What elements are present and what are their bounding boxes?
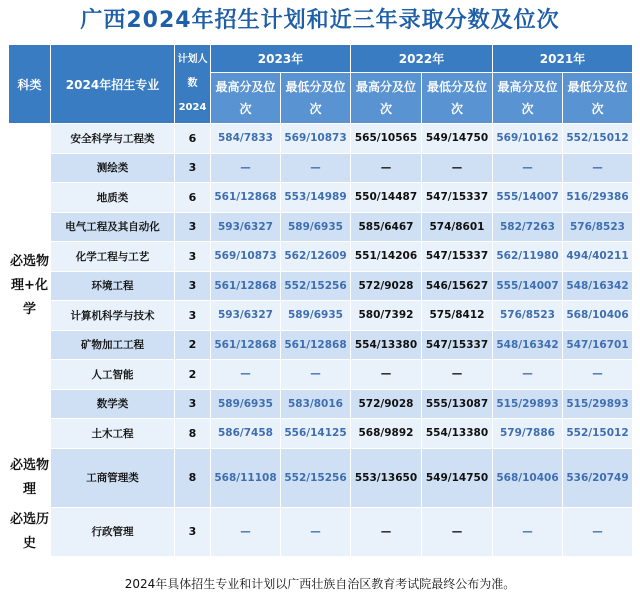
score-cell-y2021-min: —	[563, 507, 633, 556]
score-cell-y2022-max: 572/9028	[351, 271, 422, 301]
header-year-2023: 2023年	[211, 45, 351, 73]
score-cell-y2022-max: 585/6467	[351, 212, 422, 242]
major-cell: 测绘类	[51, 153, 175, 183]
category-cell: 必选物理	[9, 448, 51, 507]
score-cell-y2022-max: 554/13380	[351, 330, 422, 360]
score-cell-y2022-max: —	[351, 153, 422, 183]
major-cell: 人工智能	[51, 360, 175, 390]
plan-cell: 3	[175, 271, 211, 301]
score-cell-y2022-min: —	[422, 153, 493, 183]
score-cell-y2021-max: —	[493, 360, 563, 390]
score-cell-y2023-min: 561/12868	[281, 330, 351, 360]
header-max-2021: 最高分及位次	[493, 73, 563, 124]
score-cell-y2022-min: 549/14750	[422, 124, 493, 154]
score-cell-y2021-max: 568/10406	[493, 448, 563, 507]
score-cell-y2022-min: —	[422, 360, 493, 390]
score-cell-y2021-min: 552/15012	[563, 124, 633, 154]
plan-cell: 2	[175, 360, 211, 390]
score-cell-y2021-max: 555/14007	[493, 183, 563, 213]
table-row	[9, 183, 633, 213]
score-cell-y2022-max: —	[351, 507, 422, 556]
score-cell-y2023-min: 589/6935	[281, 212, 351, 242]
table-row	[9, 448, 633, 507]
table-row	[9, 242, 633, 272]
table-row	[9, 301, 633, 331]
score-cell-y2022-max: 551/14206	[351, 242, 422, 272]
header-min-2021: 最低分及位次	[563, 73, 633, 124]
score-cell-y2022-min: 549/14750	[422, 448, 493, 507]
table-row	[9, 212, 633, 242]
major-cell: 计算机科学与技术	[51, 301, 175, 331]
score-cell-y2023-max: —	[211, 507, 281, 556]
page-title: 广西2024年招生计划和近三年录取分数及位次	[80, 8, 560, 33]
header-plan: 计划人数2024	[175, 45, 211, 124]
score-cell-y2023-max: 568/11108	[211, 448, 281, 507]
plan-cell: 6	[175, 183, 211, 213]
score-cell-y2022-max: 572/9028	[351, 389, 422, 419]
score-cell-y2022-min: 547/15337	[422, 183, 493, 213]
score-cell-y2021-min: 516/29386	[563, 183, 633, 213]
table-row	[9, 389, 633, 419]
score-cell-y2022-max: 550/14487	[351, 183, 422, 213]
score-cell-y2022-min: 546/15627	[422, 271, 493, 301]
score-cell-y2021-max: 576/8523	[493, 301, 563, 331]
score-cell-y2023-min: —	[281, 360, 351, 390]
score-cell-y2023-max: 589/6935	[211, 389, 281, 419]
score-cell-y2023-min: 553/14989	[281, 183, 351, 213]
plan-cell: 3	[175, 212, 211, 242]
footer-note: 2024年具体招生专业和计划以广西壮族自治区教育考试院最终公布为准。	[124, 577, 516, 591]
category-cell: 必选物理+化学	[9, 124, 51, 449]
score-cell-y2023-min: 583/8016	[281, 389, 351, 419]
score-cell-y2021-max: 562/11980	[493, 242, 563, 272]
score-cell-y2023-max: 561/12868	[211, 271, 281, 301]
score-cell-y2023-max: —	[211, 153, 281, 183]
header-min-2022: 最低分及位次	[422, 73, 493, 124]
score-cell-y2023-max: 561/12868	[211, 183, 281, 213]
plan-cell: 3	[175, 242, 211, 272]
score-cell-y2021-max: 548/16342	[493, 330, 563, 360]
major-cell: 环境工程	[51, 271, 175, 301]
major-cell: 地质类	[51, 183, 175, 213]
score-cell-y2023-max: 593/6327	[211, 301, 281, 331]
major-cell: 化学工程与工艺	[51, 242, 175, 272]
plan-cell: 3	[175, 389, 211, 419]
major-cell: 工商管理类	[51, 448, 175, 507]
score-cell-y2021-min: 494/40211	[563, 242, 633, 272]
score-cell-y2023-min: 556/14125	[281, 419, 351, 449]
score-cell-y2021-min: 552/15012	[563, 419, 633, 449]
score-cell-y2023-min: 552/15256	[281, 448, 351, 507]
table-row	[9, 153, 633, 183]
table-row	[9, 271, 633, 301]
table-row	[9, 360, 633, 390]
score-cell-y2022-min: 547/15337	[422, 330, 493, 360]
table-row	[9, 507, 633, 556]
score-cell-y2023-max: 561/12868	[211, 330, 281, 360]
plan-cell: 8	[175, 448, 211, 507]
score-cell-y2023-max: —	[211, 360, 281, 390]
plan-cell: 2	[175, 330, 211, 360]
header-year-2021: 2021年	[493, 45, 633, 73]
header-max-2022: 最高分及位次	[351, 73, 422, 124]
table-row	[9, 124, 633, 154]
header-category: 科类	[9, 45, 51, 124]
score-cell-y2021-max: 579/7886	[493, 419, 563, 449]
score-cell-y2021-min: 515/29893	[563, 389, 633, 419]
score-cell-y2022-min: 555/13087	[422, 389, 493, 419]
header-major: 2024年招生专业	[51, 45, 175, 124]
score-cell-y2022-max: 568/9892	[351, 419, 422, 449]
score-cell-y2021-min: 547/16701	[563, 330, 633, 360]
major-cell: 电气工程及其自动化	[51, 212, 175, 242]
score-cell-y2022-min: —	[422, 507, 493, 556]
score-cell-y2021-max: 569/10162	[493, 124, 563, 154]
plan-cell: 3	[175, 507, 211, 556]
score-cell-y2023-max: 586/7458	[211, 419, 281, 449]
table-row	[9, 419, 633, 449]
score-cell-y2023-max: 569/10873	[211, 242, 281, 272]
score-cell-y2021-min: 576/8523	[563, 212, 633, 242]
header-year-2022: 2022年	[351, 45, 493, 73]
score-cell-y2021-max: 582/7263	[493, 212, 563, 242]
score-cell-y2021-min: —	[563, 153, 633, 183]
plan-cell: 3	[175, 301, 211, 331]
score-cell-y2023-max: 593/6327	[211, 212, 281, 242]
score-cell-y2021-max: —	[493, 507, 563, 556]
score-cell-y2021-max: 555/14007	[493, 271, 563, 301]
major-cell: 矿物加工工程	[51, 330, 175, 360]
score-cell-y2022-min: 574/8601	[422, 212, 493, 242]
score-cell-y2023-min: 562/12609	[281, 242, 351, 272]
score-cell-y2022-min: 554/13380	[422, 419, 493, 449]
score-cell-y2022-min: 575/8412	[422, 301, 493, 331]
score-cell-y2022-min: 547/15337	[422, 242, 493, 272]
header-max-2023: 最高分及位次	[211, 73, 281, 124]
score-cell-y2021-max: 515/29893	[493, 389, 563, 419]
score-cell-y2021-min: 536/20749	[563, 448, 633, 507]
score-cell-y2023-min: 569/10873	[281, 124, 351, 154]
score-cell-y2022-max: 565/10565	[351, 124, 422, 154]
plan-cell: 3	[175, 153, 211, 183]
admission-table	[8, 44, 633, 557]
score-cell-y2023-max: 584/7833	[211, 124, 281, 154]
score-cell-y2022-max: —	[351, 360, 422, 390]
major-cell: 土木工程	[51, 419, 175, 449]
score-cell-y2021-min: 568/10406	[563, 301, 633, 331]
score-cell-y2023-min: —	[281, 153, 351, 183]
score-cell-y2021-min: —	[563, 360, 633, 390]
score-cell-y2021-min: 548/16342	[563, 271, 633, 301]
major-cell: 安全科学与工程类	[51, 124, 175, 154]
header-min-2023: 最低分及位次	[281, 73, 351, 124]
plan-cell: 8	[175, 419, 211, 449]
major-cell: 行政管理	[51, 507, 175, 556]
score-cell-y2022-max: 580/7392	[351, 301, 422, 331]
score-cell-y2022-max: 553/13650	[351, 448, 422, 507]
table-row	[9, 330, 633, 360]
score-cell-y2021-max: —	[493, 153, 563, 183]
major-cell: 数学类	[51, 389, 175, 419]
category-cell: 必选历史	[9, 507, 51, 556]
score-cell-y2023-min: 589/6935	[281, 301, 351, 331]
score-cell-y2023-min: 552/15256	[281, 271, 351, 301]
score-cell-y2023-min: —	[281, 507, 351, 556]
plan-cell: 6	[175, 124, 211, 154]
